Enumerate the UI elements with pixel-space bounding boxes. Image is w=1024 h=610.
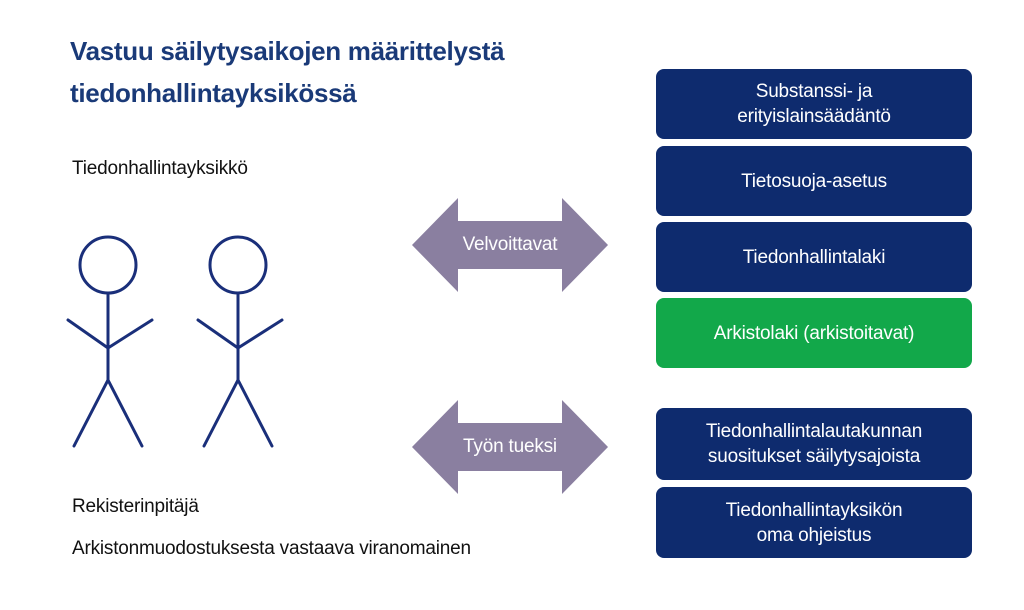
guidance-box	[656, 487, 972, 558]
double-arrow-icon	[412, 400, 608, 494]
unit-label: Tiedonhallintayksikkö	[72, 158, 248, 179]
arrow-label: Työn tueksi	[463, 436, 557, 457]
person-icon	[190, 232, 290, 452]
box-text: Tiedonhallintalaki	[742, 246, 886, 268]
diagram-title	[70, 30, 504, 114]
person-icon	[60, 232, 160, 452]
title-line-1: Vastuu säilytysaikojen määrittelystä	[70, 36, 505, 66]
box-text: Tiedonhallintayksikön oma ohjeistus	[725, 499, 903, 546]
title-line-2: tiedonhallintayksikössä	[70, 78, 357, 108]
role-label: Arkistonmuodostuksesta vastaava viranomainen	[72, 538, 471, 559]
guidance-box	[656, 408, 972, 480]
box-text: Substanssi- ja erityislainsäädäntö	[737, 81, 891, 127]
box-text: Tietosuoja-asetus	[741, 170, 887, 192]
box-text: Arkistolaki (arkistoitavat)	[713, 322, 915, 344]
regulation-box	[656, 69, 972, 139]
arrow-label: Velvoittavat	[462, 234, 558, 255]
regulation-box-highlight	[656, 298, 972, 368]
box-text: Tiedonhallintalautakunnan suositukset säilytysajoista	[705, 421, 923, 467]
regulation-box	[656, 146, 972, 216]
regulation-box	[656, 222, 972, 292]
role-label: Rekisterinpitäjä	[72, 496, 199, 517]
double-arrow-icon	[412, 198, 608, 292]
